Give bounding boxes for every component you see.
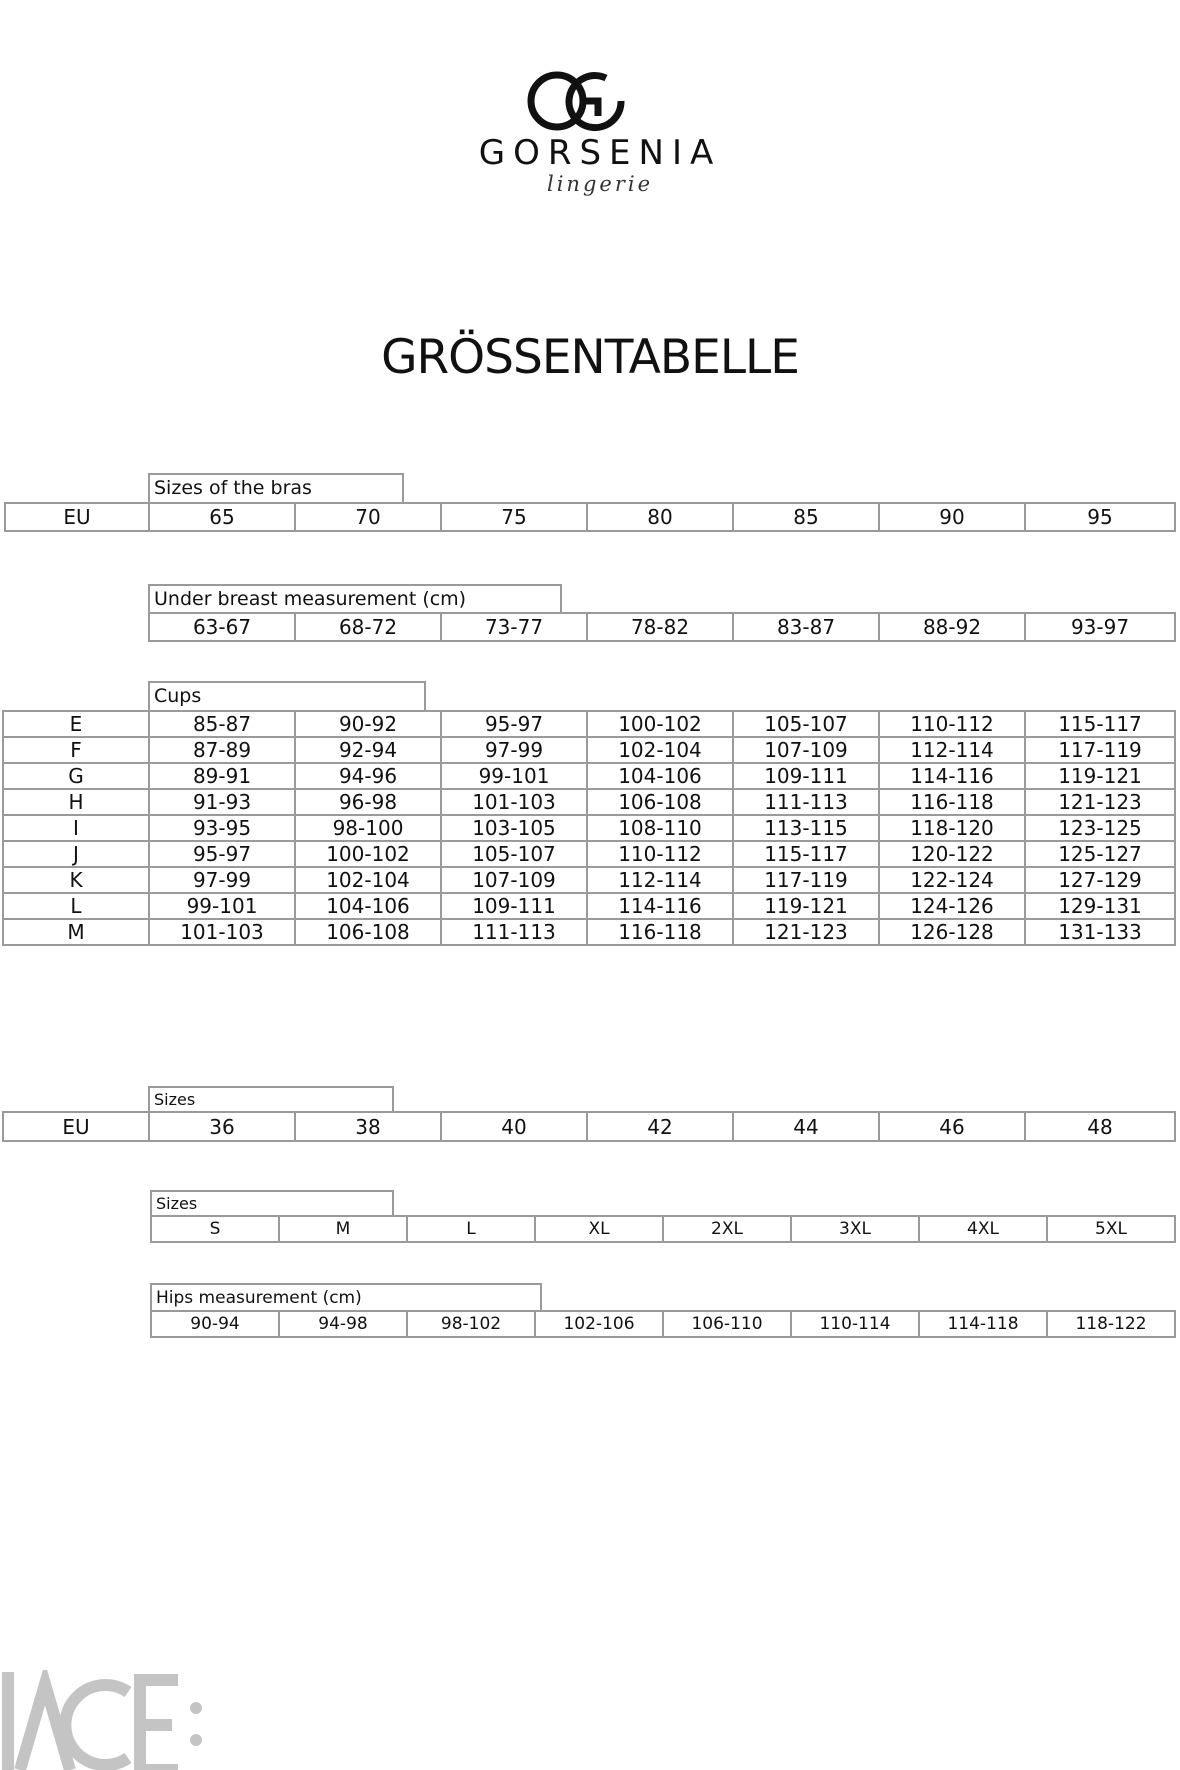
cup-cell: 101-103 [441,789,587,815]
cup-cell: 109-111 [441,893,587,919]
cup-cell: 105-107 [733,711,879,737]
cup-cell: 131-133 [1025,919,1175,945]
bra-sizes-row-label: EU [5,503,149,531]
cup-row [3,867,1175,893]
cup-row [3,763,1175,789]
under-breast-table [148,612,1176,642]
cups-table [2,710,1176,946]
cup-label: M [3,919,149,945]
cup-cell: 114-116 [587,893,733,919]
cup-cell: 117-119 [733,867,879,893]
letter-size-cell: 3XL [791,1216,919,1242]
cup-cell: 114-116 [879,763,1025,789]
brand-monogram-icon [526,70,626,132]
cup-cell: 101-103 [149,919,295,945]
cup-cell: 103-105 [441,815,587,841]
under-breast-cell: 73-77 [441,613,587,641]
bra-size-cell: 75 [441,503,587,531]
hips-cell: 118-122 [1047,1311,1175,1337]
cup-cell: 95-97 [149,841,295,867]
bra-size-cell: 80 [587,503,733,531]
hips-cell: 94-98 [279,1311,407,1337]
eu-sizes-table [2,1111,1176,1142]
cup-cell: 92-94 [295,737,441,763]
cup-cell: 118-120 [879,815,1025,841]
cup-cell: 102-104 [295,867,441,893]
cup-cell: 100-102 [587,711,733,737]
letter-sizes-table [150,1215,1176,1243]
brand-tagline: lingerie [546,172,653,196]
cup-cell: 100-102 [295,841,441,867]
eu-sizes-caption: Sizes [148,1086,394,1112]
eu-size-cell: 40 [441,1112,587,1141]
cup-cell: 127-129 [1025,867,1175,893]
cup-cell: 116-118 [879,789,1025,815]
cup-cell: 105-107 [441,841,587,867]
cup-label: J [3,841,149,867]
letter-size-cell: 4XL [919,1216,1047,1242]
hips-cell: 102-106 [535,1311,663,1337]
eu-sizes-row-label: EU [3,1112,149,1141]
cup-cell: 90-92 [295,711,441,737]
cup-cell: 126-128 [879,919,1025,945]
cup-cell: 94-96 [295,763,441,789]
cup-cell: 121-123 [1025,789,1175,815]
cup-row [3,737,1175,763]
bra-size-cell: 90 [879,503,1025,531]
cup-cell: 125-127 [1025,841,1175,867]
cup-cell: 111-113 [441,919,587,945]
cup-cell: 95-97 [441,711,587,737]
brand-logo [440,60,760,220]
under-breast-cell: 88-92 [879,613,1025,641]
cup-cell: 87-89 [149,737,295,763]
eu-size-cell: 38 [295,1112,441,1141]
under-breast-cell: 78-82 [587,613,733,641]
hips-cell: 98-102 [407,1311,535,1337]
eu-size-cell: 36 [149,1112,295,1141]
cup-cell: 104-106 [587,763,733,789]
cup-cell: 97-99 [149,867,295,893]
cup-row [3,815,1175,841]
letter-size-cell: M [279,1216,407,1242]
cup-cell: 113-115 [733,815,879,841]
cup-cell: 119-121 [1025,763,1175,789]
letter-size-cell: S [151,1216,279,1242]
cup-cell: 112-114 [879,737,1025,763]
letter-sizes-caption: Sizes [150,1190,394,1216]
cup-label: G [3,763,149,789]
cups-caption: Cups [148,681,426,711]
cup-cell: 129-131 [1025,893,1175,919]
hips-caption: Hips measurement (cm) [150,1283,542,1311]
cup-cell: 93-95 [149,815,295,841]
cup-cell: 115-117 [1025,711,1175,737]
letter-size-cell: XL [535,1216,663,1242]
cup-cell: 89-91 [149,763,295,789]
bra-sizes-caption: Sizes of the bras [148,473,404,503]
bra-size-cell: 65 [149,503,295,531]
hips-cell: 110-114 [791,1311,919,1337]
cup-cell: 108-110 [587,815,733,841]
cup-cell: 107-109 [441,867,587,893]
under-breast-cell: 93-97 [1025,613,1175,641]
lace-watermark-logo [0,1670,210,1770]
cup-row [3,711,1175,737]
cup-cell: 117-119 [1025,737,1175,763]
brand-name: GORSENIA [478,133,722,173]
cup-cell: 110-112 [879,711,1025,737]
cup-cell: 91-93 [149,789,295,815]
cup-cell: 85-87 [149,711,295,737]
letter-size-cell: 2XL [663,1216,791,1242]
cup-cell: 107-109 [733,737,879,763]
cup-cell: 99-101 [149,893,295,919]
cups-rows [3,711,1175,945]
cup-cell: 110-112 [587,841,733,867]
cup-cell: 116-118 [587,919,733,945]
cup-label: H [3,789,149,815]
hips-table [150,1310,1176,1338]
eu-size-cell: 44 [733,1112,879,1141]
hips-cell: 114-118 [919,1311,1047,1337]
cup-row [3,919,1175,945]
cup-row [3,893,1175,919]
cup-label: K [3,867,149,893]
cup-cell: 119-121 [733,893,879,919]
cup-cell: 102-104 [587,737,733,763]
page-title: GRÖSSENTABELLE [381,330,799,385]
cup-cell: 122-124 [879,867,1025,893]
cup-cell: 112-114 [587,867,733,893]
hips-cell: 106-110 [663,1311,791,1337]
letter-size-cell: L [407,1216,535,1242]
cup-cell: 96-98 [295,789,441,815]
cup-cell: 106-108 [587,789,733,815]
cup-cell: 99-101 [441,763,587,789]
eu-size-cell: 46 [879,1112,1025,1141]
bra-size-cell: 95 [1025,503,1175,531]
eu-size-cell: 48 [1025,1112,1175,1141]
cup-label: F [3,737,149,763]
cup-cell: 123-125 [1025,815,1175,841]
cup-cell: 124-126 [879,893,1025,919]
cup-row [3,789,1175,815]
cup-cell: 115-117 [733,841,879,867]
cup-row [3,841,1175,867]
bra-sizes-table [4,502,1176,532]
under-breast-cell: 63-67 [149,613,295,641]
cup-cell: 104-106 [295,893,441,919]
under-breast-cell: 68-72 [295,613,441,641]
bra-size-cell: 85 [733,503,879,531]
eu-size-cell: 42 [587,1112,733,1141]
cup-cell: 111-113 [733,789,879,815]
bra-size-cell: 70 [295,503,441,531]
cup-cell: 120-122 [879,841,1025,867]
hips-cell: 90-94 [151,1311,279,1337]
cup-cell: 98-100 [295,815,441,841]
under-breast-cell: 83-87 [733,613,879,641]
letter-size-cell: 5XL [1047,1216,1175,1242]
cup-cell: 97-99 [441,737,587,763]
cup-cell: 106-108 [295,919,441,945]
cup-label: I [3,815,149,841]
under-breast-caption: Under breast measurement (cm) [148,584,562,614]
cup-cell: 109-111 [733,763,879,789]
cup-label: E [3,711,149,737]
cup-cell: 121-123 [733,919,879,945]
cup-label: L [3,893,149,919]
